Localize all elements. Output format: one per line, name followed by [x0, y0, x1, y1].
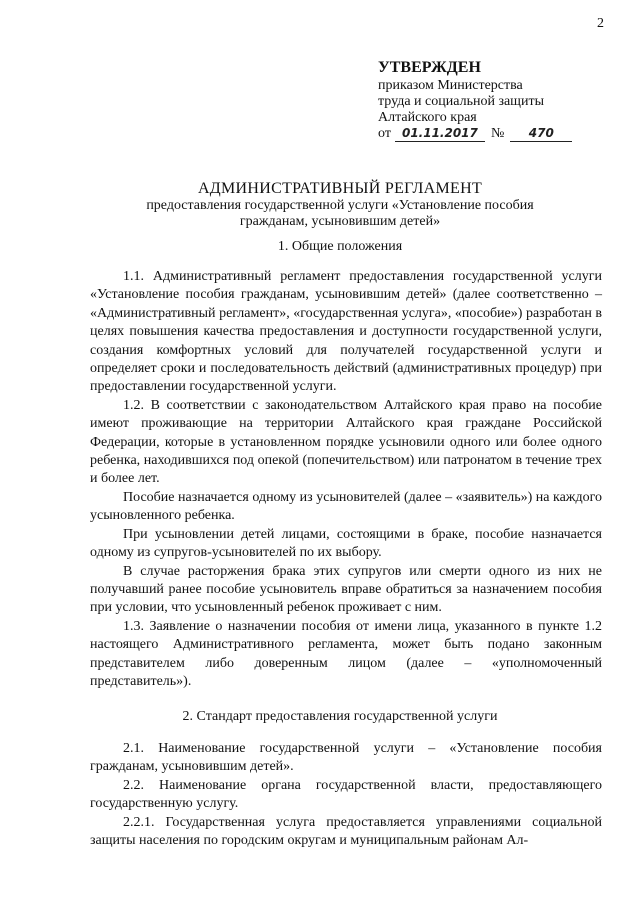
paragraph: 2.2. Наименование органа государственной власти, предоставляющего государственную услугу.: [90, 777, 602, 812]
paragraph: 1.3. Заявление о назначении пособия от имени лица, указанного в пункте 1.2 настоящего Административного регламента, может быть подано законным представителем либо доверенным лицом (далее – «уполномоченный представитель»).: [90, 618, 602, 689]
approval-stamp-block: [378, 58, 618, 142]
paragraph: 2.1. Наименование государственной услуги – «Установление пособия гражданам, усыновившим детей».: [90, 741, 602, 775]
handwritten-date: 01.11.2017: [395, 126, 485, 142]
approval-date-row: [378, 126, 618, 142]
date-prefix: от: [378, 126, 391, 141]
document-subtitle-line: гражданам, усыновившим детей»: [239, 214, 441, 229]
section-1-heading: 1. Общие положения: [277, 239, 403, 254]
page-number: 2: [597, 16, 604, 31]
section-1-body: [90, 268, 602, 691]
number-label: №: [490, 126, 505, 141]
document-title-block: [70, 180, 610, 230]
paragraph: 2.2.1. Государственная услуга предоставляется управлениями социальной защиты населения по городским округам и муниципальным районам Ал-: [90, 814, 602, 849]
section-2-heading: 2. Стандарт предоставления государственной услуги: [182, 709, 498, 724]
document-title: АДМИНИСТРАТИВНЫЙ РЕГЛАМЕНТ: [197, 180, 483, 197]
document-subtitle-line: предоставления государственной услуги «Установление пособия: [146, 198, 534, 213]
paragraph: При усыновлении детей лицами, состоящими в браке, пособие назначается одному из супругов-усыновителей по их выбору.: [90, 526, 602, 561]
section-2-body: [90, 740, 602, 850]
approval-line: труда и социальной защиты: [378, 94, 544, 109]
paragraph: В случае расторжения брака этих супругов или смерти одного из них не получавший ранее пособие усыновитель вправе обратиться за назначением пособия при условии, что усыновленный ребенок проживает с ним.: [90, 563, 602, 616]
approval-line: Алтайского края: [378, 110, 477, 125]
approval-line: приказом Министерства: [378, 78, 523, 93]
handwritten-number: 470: [510, 126, 572, 142]
approval-heading: УТВЕРЖДЕН: [378, 59, 481, 76]
paragraph: 1.2. В соответствии с законодательством Алтайского края право на пособие имеют проживающие на территории Алтайского края граждане Российской Федерации, которые в установленном порядке усыновили одного или более одного ребенка, находившихся под опекой (попечительством) или патронатом в течение трех и более лет.: [90, 397, 602, 487]
paragraph: 1.1. Административный регламент предоставления государственной услуги «Установление пособия гражданам, усыновившим детей» (далее соответственно – «Административный регламент», «государственная услуга», «пособие») разработан в целях повышения качества предоставления и доступности государственной услуги, создания комфортных условий для получателей государственной услуги и определяет сроки и последовательность действий (административных процедур) при предоставлении государственной услуги.: [90, 269, 602, 395]
paragraph: Пособие назначается одному из усыновителей (далее – «заявитель») на каждого усыновленного ребенка.: [90, 489, 602, 524]
